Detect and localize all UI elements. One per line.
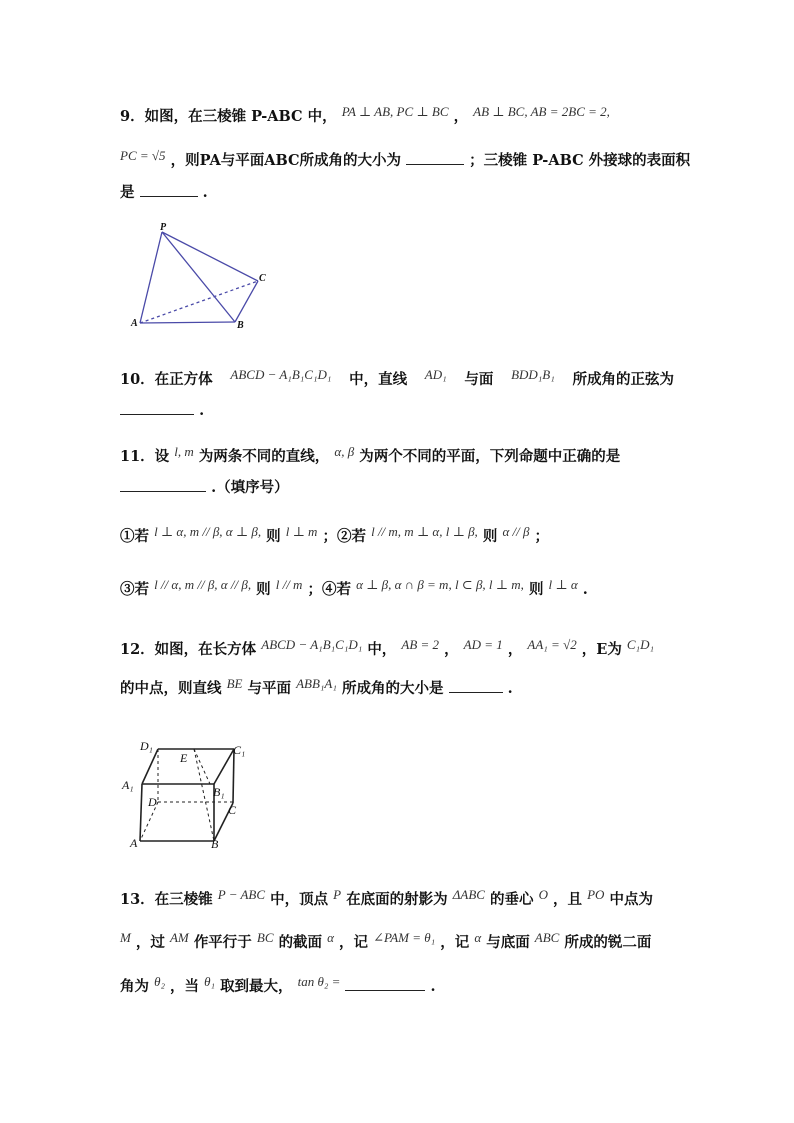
q11-math: l ⊥ α — [548, 577, 578, 592]
edge-ab — [140, 322, 235, 323]
vertex-label-a: A — [131, 318, 138, 329]
q9-line3 — [120, 182, 208, 203]
q11-math: l ⊥ m — [285, 524, 318, 539]
q11-text: ；④若 — [307, 581, 352, 598]
q13-text: . — [430, 978, 436, 995]
answer-blank[interactable] — [406, 150, 464, 165]
q12-math: AA₁ = √2 — [527, 637, 577, 652]
q12-text: ，E为 — [581, 641, 622, 658]
q13-math: M — [120, 930, 131, 945]
q12-text: 与平面 — [247, 680, 292, 697]
edge-a1a — [140, 784, 142, 841]
q13-text: 在底面的射影为 — [346, 891, 448, 908]
vertex-label-b: B — [211, 837, 219, 851]
q10-line1 — [120, 367, 674, 390]
q12-text: ， — [444, 641, 459, 658]
edge-d1a1 — [142, 749, 158, 784]
q13-math: ∠PAM = θ₁ — [373, 930, 436, 945]
q12-line1 — [120, 637, 654, 660]
q11-math: α ⊥ β, α ∩ β = m, l ⊂ β, l ⊥ m, — [356, 577, 524, 592]
q10-text: 10．在正方体 — [120, 371, 213, 388]
edge-pb — [162, 232, 235, 322]
q11-math: l, m — [174, 444, 194, 459]
vertex-label-a: A — [130, 836, 138, 850]
q13-line2 — [120, 930, 652, 953]
q13-math: AM — [169, 930, 189, 945]
q13-math: P — [333, 887, 342, 902]
answer-blank[interactable] — [120, 400, 194, 415]
q11-text: . — [582, 581, 588, 598]
edge-c1b1 — [214, 749, 234, 784]
edge-pc — [162, 232, 258, 281]
answer-blank[interactable] — [449, 678, 503, 693]
answer-blank[interactable] — [120, 477, 206, 492]
q12-text: 的中点，则直线 — [120, 680, 222, 697]
q13-math: PO — [587, 887, 605, 902]
q11-text: ； — [534, 528, 550, 545]
q13-text: ，记 — [440, 934, 470, 951]
q9-text: ；三棱锥 P-ABC 外接球的表面积 — [469, 152, 691, 169]
edge-ac-hidden — [140, 281, 258, 323]
q12-text: 所成角的大小是 — [341, 680, 444, 697]
q10-line2 — [120, 400, 204, 421]
edge-pa — [140, 232, 162, 323]
q11-text: 为两个不同的平面，下列命题中正确的是 — [359, 448, 621, 465]
q13-text: ，记 — [339, 934, 369, 951]
q13-math: α — [474, 930, 482, 945]
q13-text: 角为 — [120, 978, 149, 995]
q13-math: tan θ₂ = — [297, 974, 341, 989]
q9-text: 9．如图，在三棱锥 P-ABC 中， — [120, 108, 337, 125]
q11-math: α // β — [502, 524, 530, 539]
edge-c1c — [233, 749, 234, 803]
vertex-label-b1: B₁ — [213, 785, 225, 799]
q12-math: C₁D₁ — [626, 637, 654, 652]
q12-text: . — [507, 680, 513, 697]
answer-blank[interactable] — [345, 976, 425, 991]
q11-text: .（填序号） — [211, 479, 289, 496]
q13-text: 作平行于 — [193, 934, 252, 951]
vertex-label-d1: D₁ — [140, 739, 153, 753]
answer-blank[interactable] — [140, 182, 198, 197]
q9-line1 — [120, 104, 610, 127]
q10-math: ABCD − A₁B₁C₁D₁ — [230, 367, 332, 382]
q11-text: 则 — [528, 581, 544, 598]
segment-eb1-hidden — [194, 749, 210, 784]
q13-line3 — [120, 976, 436, 997]
vertex-label-c: C — [259, 273, 266, 284]
q13-text: ，且 — [553, 891, 583, 908]
q9-math: PA ⊥ AB, PC ⊥ BC — [341, 104, 449, 119]
q13-text: 的垂心 — [490, 891, 534, 908]
segment-eb-hidden — [194, 749, 214, 841]
q9-text: ，则PA与平面ABC所成角的大小为 — [170, 152, 402, 169]
q12-text: 12．如图，在长方体 — [120, 641, 257, 658]
q13-text: 与底面 — [486, 934, 530, 951]
q13-text: 的截面 — [278, 934, 323, 951]
q12-math: ABB₁A₁ — [296, 676, 337, 691]
q13-math: θ₁ — [204, 974, 215, 989]
q11-math: l // m, m ⊥ α, l ⊥ β, — [371, 524, 478, 539]
q13-text: 中，顶点 — [270, 891, 329, 908]
q13-text: 中点为 — [609, 891, 653, 908]
q9-line2 — [120, 150, 690, 171]
q11-math: l // m — [275, 577, 303, 592]
vertex-label-b: B — [237, 320, 244, 331]
q10-math: AD₁ — [424, 367, 447, 382]
q13-line1 — [120, 887, 653, 910]
vertex-label-p: P — [160, 222, 167, 233]
cuboid-figure — [120, 738, 250, 850]
q12-math: BE — [226, 676, 243, 691]
vertex-label-d: D — [148, 795, 157, 809]
q9-text: 是 — [120, 184, 135, 201]
q13-text: 13．在三棱锥 — [120, 891, 213, 908]
q13-math: O — [538, 887, 548, 902]
q11-math: α, β — [334, 444, 355, 459]
q11-text: 则 — [266, 528, 281, 545]
tetrahedron-figure — [120, 222, 280, 334]
q11-text: 11．设 — [120, 448, 170, 465]
q11-text: ；②若 — [322, 528, 367, 545]
q11-line1 — [120, 444, 621, 467]
q9-math: PC = √5 — [120, 148, 166, 163]
q13-math: ΔABC — [452, 887, 485, 902]
q11-text: 为两条不同的直线， — [198, 448, 330, 465]
vertex-label-c1: C₁ — [233, 743, 246, 757]
q11-text: 则 — [482, 528, 498, 545]
q10-math: BDD₁B₁ — [511, 367, 555, 382]
q10-text: 与面 — [464, 371, 494, 388]
q11-propositions-1-2 — [120, 524, 550, 547]
edge-bc — [235, 281, 258, 322]
q13-math: P − ABC — [217, 887, 266, 902]
q11-propositions-3-4 — [120, 577, 588, 600]
q13-math: BC — [256, 930, 274, 945]
q11-text: ①若 — [120, 528, 149, 545]
q13-text: 所成的锐二面 — [564, 934, 652, 951]
q10-text: 所成角的正弦为 — [572, 371, 674, 388]
q11-line2 — [120, 477, 289, 498]
q13-math: α — [327, 930, 334, 945]
q9-math: AB ⊥ BC, AB = 2BC = 2, — [473, 104, 610, 119]
q12-math: ABCD − A₁B₁C₁D₁ — [261, 637, 363, 652]
q12-math: AD = 1 — [463, 637, 503, 652]
point-label-e: E — [180, 751, 188, 765]
q10-text: . — [199, 402, 205, 419]
q13-math: θ₂ — [154, 974, 165, 989]
q13-text: ，当 — [170, 978, 200, 995]
q12-math: AB = 2 — [401, 637, 440, 652]
q13-text: 取到最大， — [220, 978, 293, 995]
q11-math: l // α, m // β, α // β, — [154, 577, 252, 592]
q12-text: 中， — [367, 641, 397, 658]
q11-text: 则 — [256, 581, 271, 598]
q11-text: ③若 — [120, 581, 149, 598]
q11-math: l ⊥ α, m // β, α ⊥ β, — [154, 524, 262, 539]
q10-text: 中，直线 — [349, 371, 408, 388]
q9-text: . — [202, 184, 208, 201]
q9-text: ， — [453, 108, 469, 125]
q12-line2 — [120, 678, 513, 699]
q13-text: ，过 — [135, 934, 165, 951]
q12-text: ， — [507, 641, 523, 658]
vertex-label-c: C — [228, 803, 237, 817]
vertex-label-a1: A₁ — [122, 778, 134, 792]
q13-math: ABC — [534, 930, 560, 945]
